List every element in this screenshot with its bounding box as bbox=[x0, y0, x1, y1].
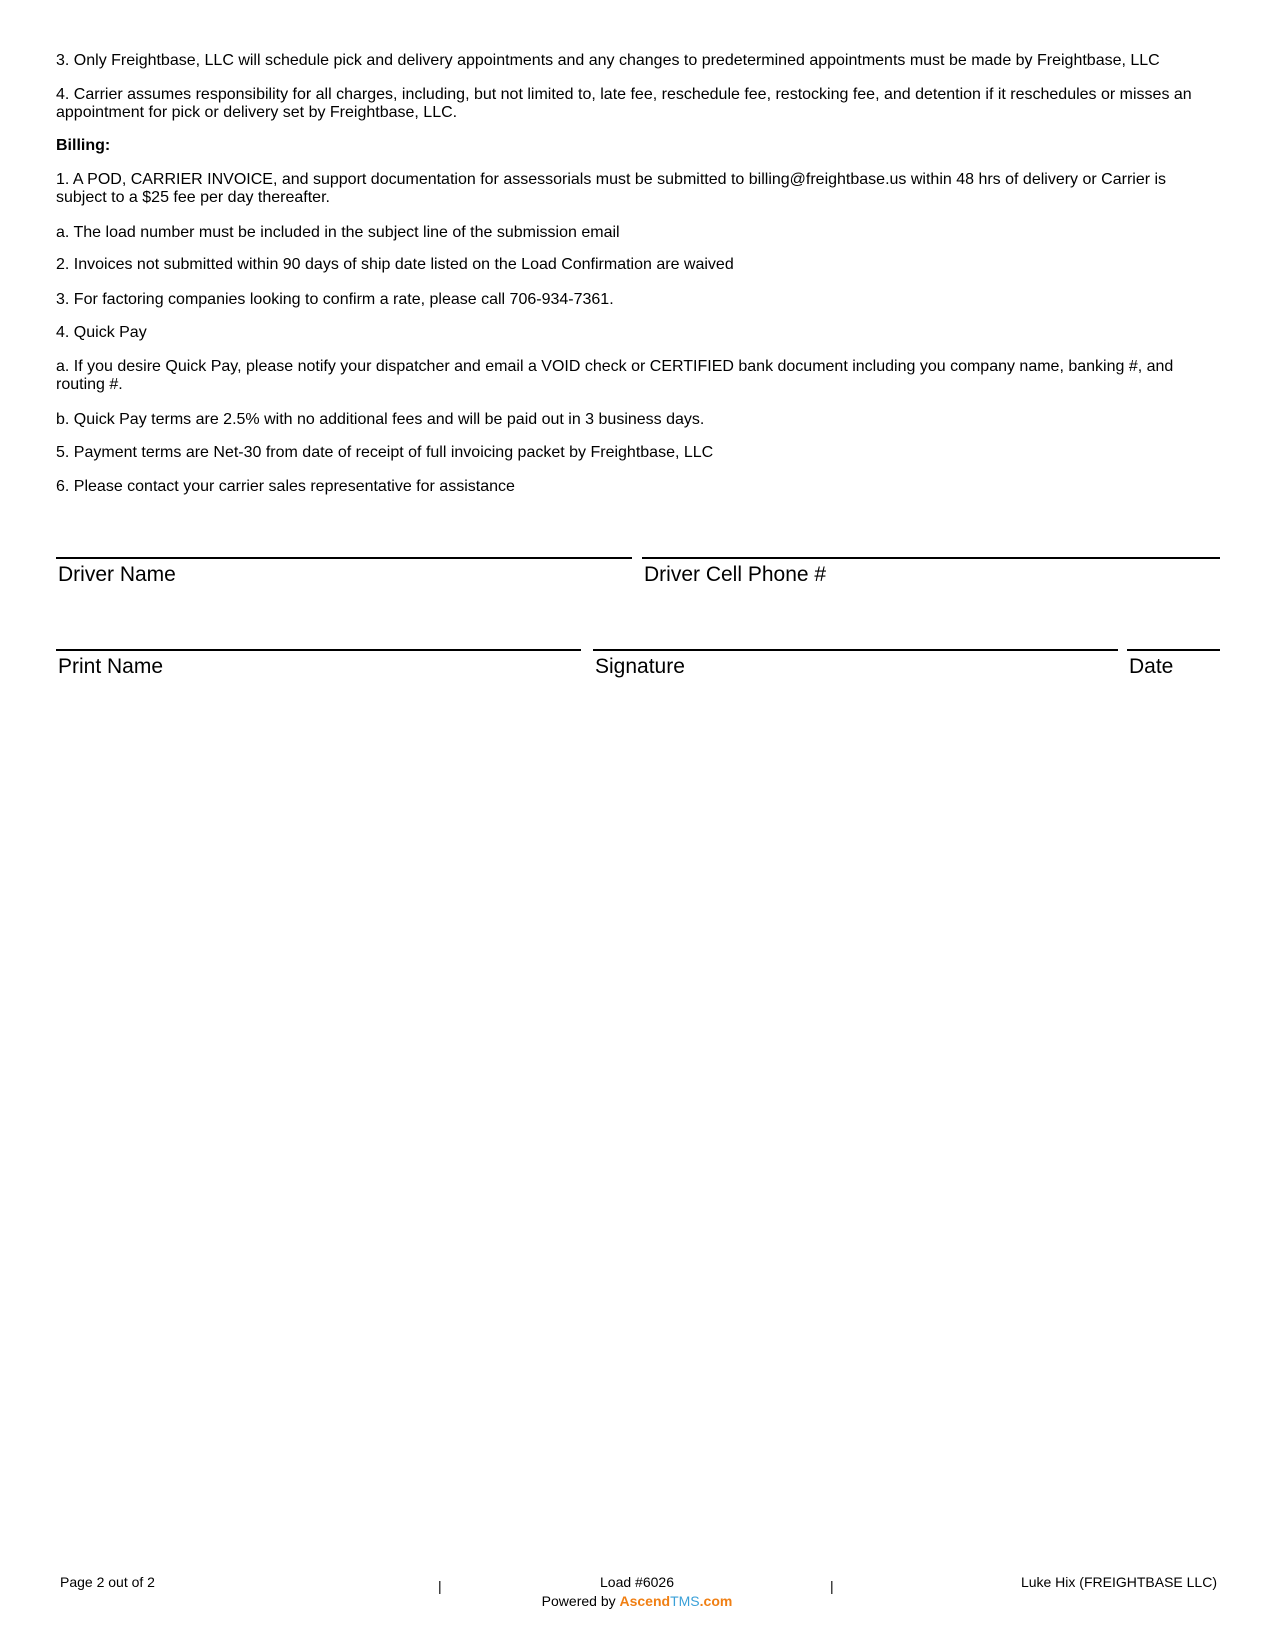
billing-item-4b: b. Quick Pay terms are 2.5% with no additional fees and will be paid out in 3 business days. bbox=[56, 411, 705, 428]
print-name-line[interactable] bbox=[56, 649, 581, 651]
terms-item-4: 4. Carrier assumes responsibility for all charges, including, but not limited to, late fee, reschedule fee, restocking fee, and detention if it reschedules or misses an appointment for pick or delivery set by Freightbase, LLC. bbox=[56, 86, 1192, 121]
billing-heading: Billing: bbox=[56, 137, 111, 154]
billing-item-4: 4. Quick Pay bbox=[56, 324, 147, 341]
powered-by bbox=[497, 1592, 777, 1610]
billing-item-1: 1. A POD, CARRIER INVOICE, and support documentation for assessorials must be submitted to billing@freightbase.us within 48 hrs of delivery or Carrier is subject to a $25 fee per day thereafter. bbox=[56, 171, 1167, 206]
footer-user: Luke Hix (FREIGHTBASE LLC) bbox=[1020, 1574, 1217, 1590]
footer-separator-right: | bbox=[830, 1578, 834, 1594]
billing-item-2: 2. Invoices not submitted within 90 days of ship date listed on the Load Confirmation are waived bbox=[56, 256, 734, 273]
driver-phone-label: Driver Cell Phone # bbox=[644, 563, 827, 586]
print-name-label: Print Name bbox=[58, 655, 164, 678]
billing-item-1a: a. The load number must be included in the subject line of the submission email bbox=[56, 224, 620, 241]
signature-label: Signature bbox=[595, 655, 685, 678]
billing-item-4a: a. If you desire Quick Pay, please notify your dispatcher and email a VOID check or CERTIFIED bank document including you company name, banking #, and routing #. bbox=[56, 358, 1174, 393]
brand-ascend: Ascend bbox=[619, 1593, 671, 1609]
driver-phone-line[interactable] bbox=[642, 557, 1220, 559]
driver-name-label: Driver Name bbox=[58, 563, 176, 586]
billing-item-5: 5. Payment terms are Net-30 from date of receipt of full invoicing packet by Freightbase, LLC bbox=[56, 444, 714, 461]
date-label: Date bbox=[1129, 655, 1174, 678]
driver-name-line[interactable] bbox=[56, 557, 632, 559]
signature-line[interactable] bbox=[593, 649, 1118, 651]
billing-item-3: 3. For factoring companies looking to confirm a rate, please call 706-934-7361. bbox=[56, 291, 614, 308]
footer-separator-left: | bbox=[438, 1578, 442, 1594]
load-number: Load #6026 bbox=[600, 1574, 674, 1590]
billing-item-6: 6. Please contact your carrier sales representative for assistance bbox=[56, 478, 515, 495]
brand-tms: TMS bbox=[670, 1593, 700, 1609]
powered-by-label: Powered by bbox=[541, 1593, 616, 1609]
date-line[interactable] bbox=[1127, 649, 1220, 651]
page-number: Page 2 out of 2 bbox=[60, 1574, 155, 1590]
brand-com: .com bbox=[699, 1593, 733, 1609]
terms-item-3: 3. Only Freightbase, LLC will schedule pick and delivery appointments and any changes to predetermined appointments must be made by Freightbase, LLC bbox=[56, 52, 1160, 69]
